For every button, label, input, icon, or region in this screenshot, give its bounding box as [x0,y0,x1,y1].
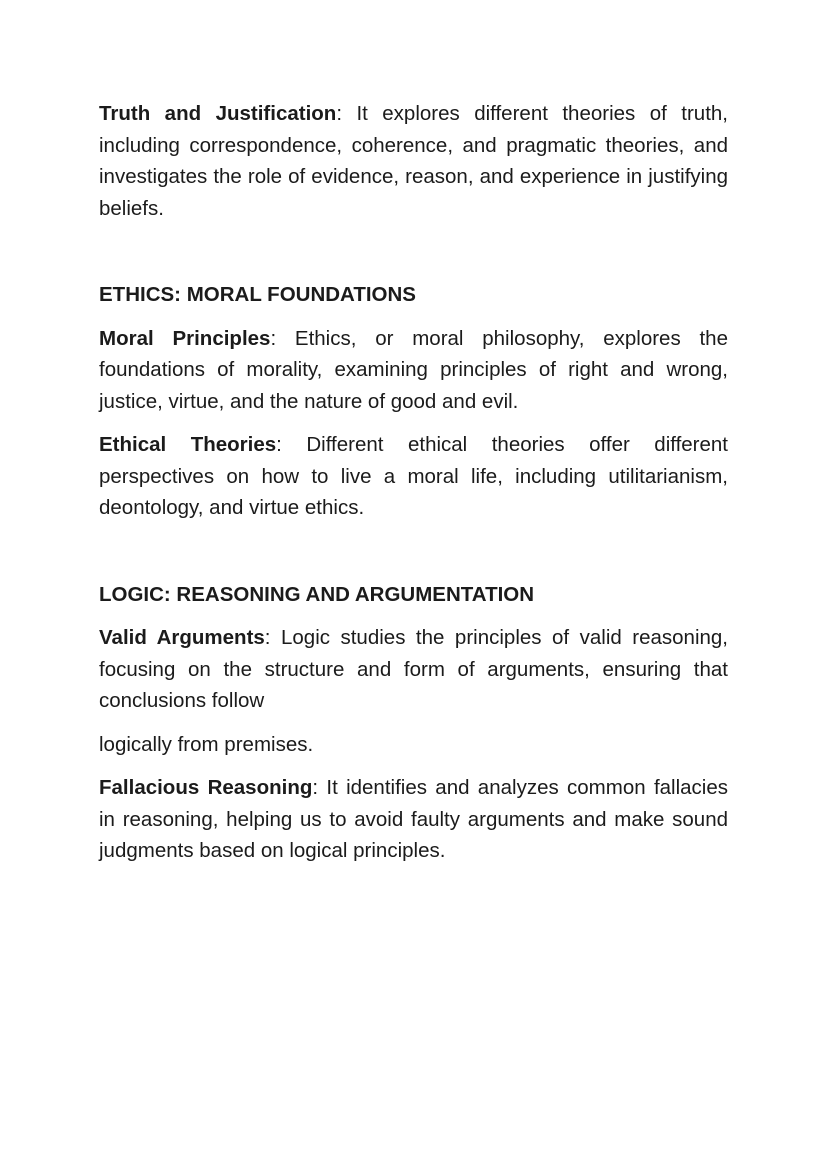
paragraph-body-text: : Different ethical theories offer different perspectives on how to live a moral life, including utilitarianism, deontology, and virtue ethics. [99,433,729,519]
paragraph-fallacious-reasoning [99,772,728,867]
paragraph-ethical-theories [99,429,728,524]
paragraph-moral-principles [99,323,728,418]
paragraph-truth-and-justification [99,98,728,224]
paragraph-lead-bold: Truth and Justification [99,102,337,125]
section-heading-logic: LOGIC: REASONING AND ARGUMENTATION [99,582,535,606]
paragraph-lead-bold: Valid Arguments [99,626,265,649]
paragraph-body-text: : Logic studies the principles of valid reasoning, focusing on the structure and form of arguments, ensuring that conclusions follow [99,626,728,712]
paragraph-lead-bold: Ethical Theories [99,433,277,456]
paragraph-logically-from-premises [99,729,728,761]
paragraph-body-text: : It explores different theories of truth, including correspondence, coherence, and pragmatic theories, and investigates the role of evidence, reason, and experience in justifying beliefs. [99,102,728,220]
paragraph-body-text: : It identifies and analyzes common fallacies in reasoning, helping us to avoid faulty arguments and make sound judgments based on logical principles. [99,776,729,862]
paragraph-valid-arguments [99,622,728,717]
paragraph-lead-bold: Fallacious Reasoning [99,776,313,799]
paragraph-body-text: : Ethics, or moral philosophy, explores the foundations of morality, examining principles of right and wrong, justice, virtue, and the nature of good and evil. [99,326,728,413]
section-heading-ethics: ETHICS: MORAL FOUNDATIONS [99,283,416,306]
paragraph-body-text: logically from premises. [99,732,314,756]
paragraph-lead-bold: Moral Principles [99,326,271,350]
